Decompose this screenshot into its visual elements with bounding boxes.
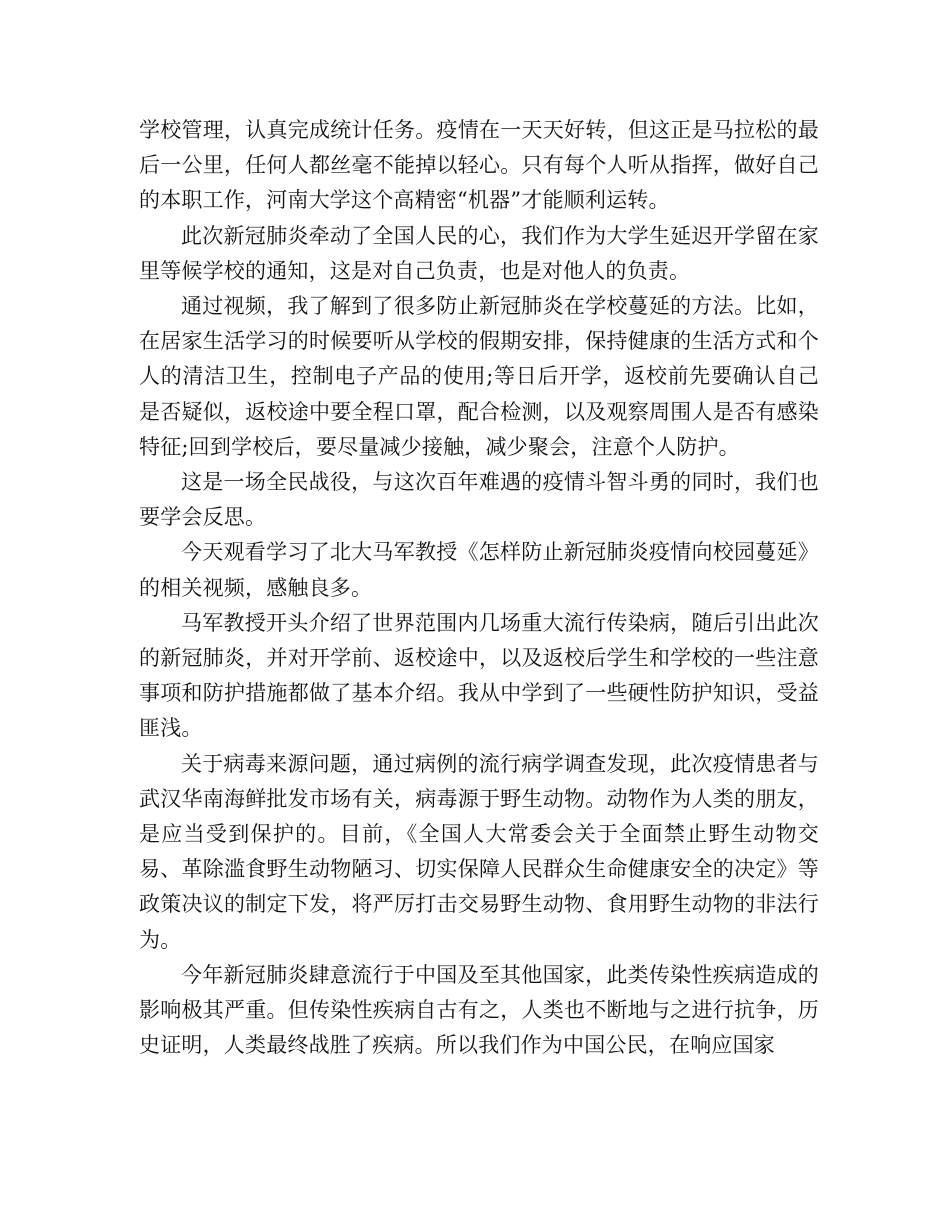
paragraph-3: 通过视频，我了解到了很多防止新冠肺炎在学校蔓延的方法。比如，在居家生活学习的时候要听从学校的假期安排，保持健康的生活方式和个人的清洁卫生，控制电子产品的使用;等日后开学，返校前先要确认自己是否疑似，返校途中要全程口罩，配合检测，以及观察周围人是否有感染特征;回到学校后，要尽量减少接触，减少聚会，注意个人防护。	[139, 294, 819, 459]
paragraph-8: 今年新冠肺炎肆意流行于中国及至其他国家，此类传染性疾病造成的影响极其严重。但传染性疾病自古有之，人类也不断地与之进行抗争，历史证明，人类最终战胜了疾病。所以我们作为中国公民，在响应国家	[139, 962, 819, 1058]
paragraph-2: 此次新冠肺炎牵动了全国人民的心，我们作为大学生延迟开学留在家里等候学校的通知，这是对自己负责，也是对他人的负责。	[139, 223, 819, 283]
document-body	[139, 113, 819, 1063]
paragraph-7: 关于病毒来源问题，通过病例的流行病学调查发现，此次疫情患者与武汉华南海鲜批发市场有关，病毒源于野生动物。动物作为人类的朋友，是应当受到保护的。目前，《全国人大常委会关于全面禁止野生动物交易、革除滥食野生动物陋习、切实保障人民群众生命健康安全的决定》等政策决议的制定下发，将严厉打击交易野生动物、食用野生动物的非法行为。	[139, 751, 819, 952]
paragraph-6: 马军教授开头介绍了世界范围内几场重大流行传染病，随后引出此次的新冠肺炎，并对开学前、返校途中，以及返校后学生和学校的一些注意事项和防护措施都做了基本介绍。我从中学到了一些硬性防护知识，受益匪浅。	[139, 610, 819, 741]
paragraph-5: 今天观看学习了北大马军教授《怎样防止新冠肺炎疫情向校园蔓延》的相关视频，感触良多。	[139, 540, 819, 600]
paragraph-4: 这是一场全民战役，与这次百年难遇的疫情斗智斗勇的同时，我们也要学会反思。	[139, 470, 819, 530]
paragraph-1: 学校管理，认真完成统计任务。疫情在一天天好转，但这正是马拉松的最后一公里，任何人都丝毫不能掉以轻心。只有每个人听从指挥，做好自己的本职工作，河南大学这个高精密“机器”才能顺利运转。	[139, 118, 819, 213]
